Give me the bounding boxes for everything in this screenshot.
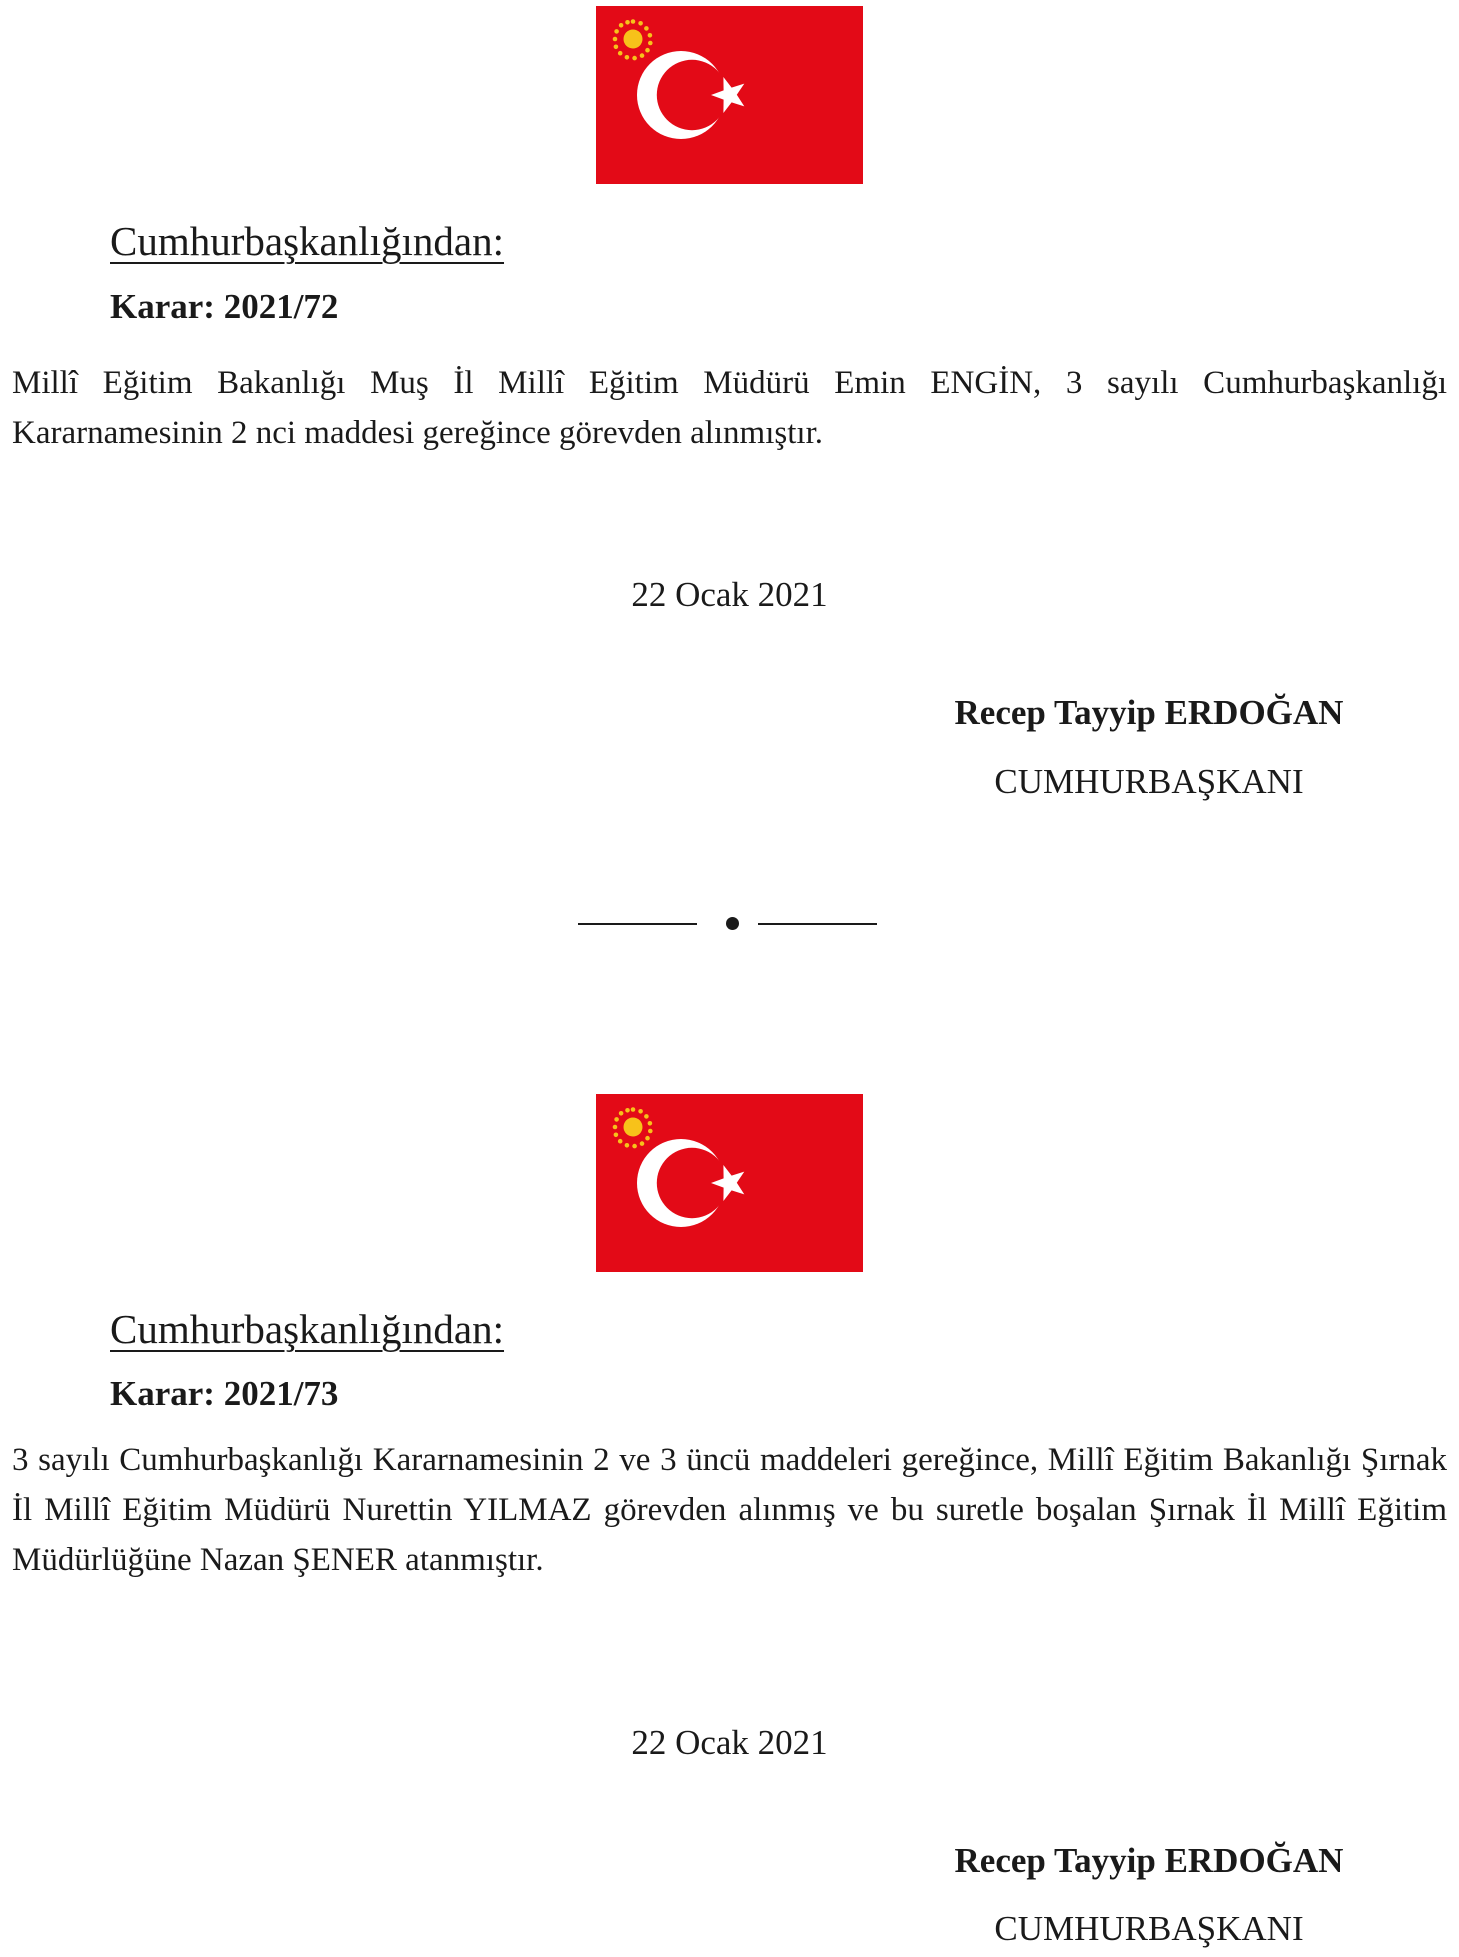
issuing-authority: Cumhurbaşkanlığından: <box>110 218 505 264</box>
separator-line-left <box>578 923 697 925</box>
decision-date: 22 Ocak 2021 <box>631 575 828 614</box>
turkish-presidential-flag-icon <box>596 1094 863 1272</box>
decision-body: Millî Eğitim Bakanlığı Muş İl Millî Eğitim Müdürü Emin ENGİN, 3 sayılı Cumhurbaşkanlığı Kararnamesinin 2 nci maddesi gereğince görevden alınmıştır. <box>12 365 1447 451</box>
signer-name: Recep Tayyip ERDOĞAN <box>954 1841 1344 1880</box>
line-dot-line-separator-icon <box>578 900 888 940</box>
separator-line-right <box>758 923 877 925</box>
decision-number: Karar: 2021/72 <box>110 287 339 326</box>
separator-dot <box>726 917 739 930</box>
signer-title: CUMHURBAŞKANI <box>994 762 1304 801</box>
decision-date: 22 Ocak 2021 <box>631 1723 828 1762</box>
decision-body: 3 sayılı Cumhurbaşkanlığı Kararnamesinin 2 ve 3 üncü maddeleri gereğince, Millî Eğitim Bakanlığı Şırnak İl Millî Eğitim Müdürü Nurettin YILMAZ görevden alınmış ve bu suretle boşalan Şırnak İl Millî Eğitim Müdürlüğüne Nazan ŞENER atanmıştır. <box>12 1442 1447 1578</box>
issuing-authority: Cumhurbaşkanlığından: <box>110 1306 505 1352</box>
signer-title: CUMHURBAŞKANI <box>994 1909 1304 1948</box>
signer-name: Recep Tayyip ERDOĞAN <box>954 693 1344 732</box>
decision-number: Karar: 2021/73 <box>110 1374 339 1413</box>
turkish-presidential-flag-icon <box>596 6 863 184</box>
